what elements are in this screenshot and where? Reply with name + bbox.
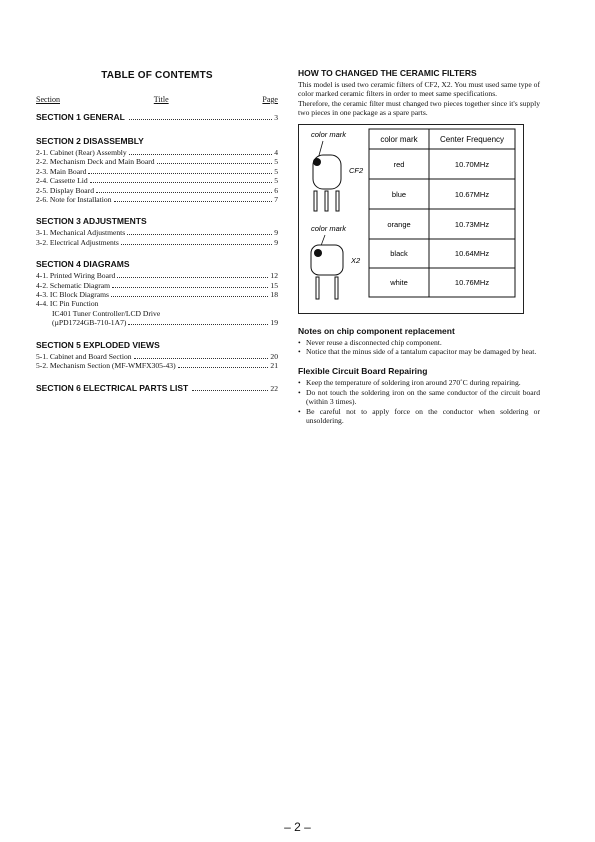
toc-header-page: Page (262, 95, 278, 104)
toc-entry-subline: IC401 Tuner Controller/LCD Drive (52, 308, 161, 318)
dot-leader (111, 296, 268, 297)
toc-entry-page: 9 (274, 228, 278, 238)
toc-entry-page: 19 (270, 318, 278, 328)
toc-entry[interactable] (36, 195, 278, 204)
toc-entry-text: (µPD1724GB-710-1A7) (52, 318, 127, 328)
dot-leader (129, 119, 272, 120)
table-cell-color: black (390, 248, 408, 258)
dot-leader (134, 358, 269, 359)
toc-entry-text: 4-1. Printed Wiring Board (36, 271, 116, 281)
table-cell-color: blue (391, 189, 407, 199)
toc-section-4-entries (36, 271, 278, 327)
dot-leader (127, 234, 272, 235)
dot-leader (90, 182, 273, 183)
ceramic-filter-figure (298, 124, 524, 314)
table-cell-color: orange (387, 219, 411, 229)
toc-entry-page: 9 (274, 237, 278, 247)
toc-entry-text: 5-2. Mechanism Section (MF-WMFX305-43) (36, 361, 176, 371)
toc-entry-page: 5 (274, 176, 278, 186)
dot-leader (192, 390, 268, 391)
toc-entry-page: 6 (274, 185, 278, 195)
toc-entry[interactable] (36, 352, 278, 361)
bullet-icon: • (298, 387, 301, 397)
toc-entry-page: 5 (274, 157, 278, 167)
dot-leader (112, 287, 268, 288)
bullet-icon: • (298, 347, 301, 357)
chip-component-heading: Notes on chip component replacement (298, 325, 455, 336)
toc-section-2-label: SECTION 2 DISASSEMBLY (36, 136, 144, 146)
ceramic-filter-heading: HOW TO CHANGED THE CERAMIC FILTERS (298, 68, 477, 78)
toc-section-6-page: 22 (270, 383, 278, 393)
list-item-text: Do not touch the soldering iron on the same conductor of the circuit board (within 3 times). (306, 387, 540, 407)
toc-section-5-entries (36, 352, 278, 371)
toc-entry-page: 21 (270, 361, 278, 371)
toc-entry-text: 2-6. Note for Installation (36, 195, 112, 205)
dot-leader (114, 201, 273, 202)
list-item-text: Notice that the minus side of a tantalum capacitor may be damaged by heat. (306, 347, 537, 357)
toc-header-section: Section (36, 95, 60, 104)
toc-entry-text: 2-1. Cabinet (Rear) Assembly (36, 148, 127, 157)
toc-column-headers (36, 95, 278, 104)
table-cell-frequency: 10.64MHz (454, 248, 490, 258)
toc-header-title: Title (153, 95, 169, 104)
toc-entry-text: 2-5. Display Board (36, 185, 94, 195)
toc-entry[interactable] (36, 186, 278, 195)
ceramic-filter-paragraph-1: This model is used two ceramic filters of CF2, X2. You must used same type of color marked ceramic filters in order to meet same specifications. (298, 80, 540, 99)
list-item (298, 347, 540, 356)
toc-section-6-label: SECTION 6 ELECTRICAL PARTS LIST (36, 382, 189, 393)
toc-section-1-page: 3 (274, 113, 278, 122)
list-item (298, 338, 540, 347)
toc-title: TABLE OF CONTEMTS (101, 70, 213, 81)
toc-entry-text: 2-3. Main Board (36, 166, 87, 176)
dot-leader (128, 324, 268, 325)
list-item-text: Be careful not to apply force on the conductor when soldering or unsoldering. (306, 406, 540, 426)
list-item (298, 378, 540, 387)
x2-color-mark-dot (314, 249, 322, 257)
toc-entry[interactable] (36, 238, 278, 247)
toc-entry[interactable] (36, 318, 278, 327)
toc-section-4-label: SECTION 4 DIAGRAMS (36, 259, 130, 270)
cf2-label: CF2 (349, 165, 364, 175)
toc-section-6[interactable] (36, 383, 278, 393)
toc-entry-page: 18 (270, 290, 278, 300)
toc-entry[interactable] (36, 228, 278, 237)
table-cell-frequency: 10.70MHz (454, 159, 490, 169)
table-header-center-frequency: Center Frequency (439, 134, 505, 144)
toc-entry-page: 20 (270, 351, 278, 361)
right-column (298, 68, 540, 425)
cf2-lead (336, 191, 339, 211)
toc-entry-text: 2-4. Cassette Lid (36, 176, 88, 186)
toc-entry-text: 4-2. Schematic Diagram (36, 280, 111, 290)
toc-entry[interactable] (36, 271, 278, 280)
table-cell-color: white (390, 277, 408, 287)
bullet-icon: • (298, 378, 301, 388)
toc-section-2-entries (36, 148, 278, 204)
table-cell-color: red (393, 159, 405, 169)
x2-lead (335, 277, 338, 299)
list-item (298, 407, 540, 426)
x2-filter-body (311, 245, 343, 275)
x2-lead (316, 277, 319, 299)
flexible-board-heading: Flexible Circuit Board Repairing (298, 366, 428, 377)
toc-section-3-label: SECTION 3 ADJUSTMENTS (36, 216, 147, 227)
page-number: – 2 – (284, 820, 311, 834)
toc-entry[interactable] (36, 361, 278, 370)
toc-entry-page: 5 (274, 166, 278, 176)
table-cell-frequency: 10.67MHz (454, 189, 490, 199)
toc-entry-page: 4 (274, 148, 278, 157)
cf2-lead (314, 191, 317, 211)
bullet-icon: • (298, 337, 301, 347)
toc-entry[interactable] (36, 148, 278, 157)
table-cell-frequency: 10.73MHz (454, 219, 490, 229)
toc-entry-text: 4-3. IC Block Diagrams (36, 290, 109, 300)
toc-section-3-entries (36, 228, 278, 247)
dot-leader (157, 163, 273, 164)
color-mark-label-1: color mark (311, 129, 347, 139)
toc-entry-text: 3-2. Electrical Adjustments (36, 237, 119, 247)
cf2-lead (325, 191, 328, 211)
toc-entry-text: 2-2. Mechanism Deck and Main Board (36, 157, 155, 167)
list-item-text: Keep the temperature of soldering iron around 270˚C during repairing. (306, 378, 521, 388)
toc-entry[interactable] (36, 157, 278, 166)
toc-entry[interactable] (36, 281, 278, 290)
flexible-board-notes (298, 378, 540, 425)
dot-leader (88, 173, 272, 174)
toc-entry-text: 4-4. IC Pin Function (36, 299, 99, 309)
chip-component-notes (298, 338, 540, 357)
toc-entry-page: 15 (270, 280, 278, 290)
toc-entry[interactable] (36, 290, 278, 299)
list-item-text: Never reuse a disconnected chip component. (306, 337, 442, 347)
toc-entry-page: 7 (274, 195, 278, 205)
table-border (369, 129, 515, 297)
dot-leader (117, 277, 268, 278)
ceramic-filter-diagram (299, 125, 523, 313)
toc-entry-page: 12 (270, 271, 278, 281)
cf2-color-mark-dot (313, 158, 321, 166)
ceramic-filter-paragraph-2: Therefore, the ceramic filter must changed two pieces together since it's supply two pieces in one package as a spare parts. (298, 98, 540, 118)
table-header-color-mark: color mark (380, 134, 418, 144)
table-of-contents (36, 68, 278, 393)
toc-entry[interactable] (36, 176, 278, 185)
toc-entry-text: 3-1. Mechanical Adjustments (36, 228, 126, 238)
dot-leader (129, 154, 273, 155)
toc-entry (36, 299, 278, 308)
dot-leader (121, 244, 272, 245)
bullet-icon: • (298, 406, 301, 416)
toc-entry-text: 5-1. Cabinet and Board Section (36, 351, 132, 361)
toc-section-5-label: SECTION 5 EXPLODED VIEWS (36, 339, 160, 350)
table-cell-frequency: 10.76MHz (454, 277, 490, 287)
toc-entry[interactable] (36, 167, 278, 176)
toc-section-1-label: SECTION 1 GENERAL (36, 112, 125, 122)
toc-section-1[interactable] (36, 112, 278, 122)
color-mark-label-2: color mark (311, 223, 347, 233)
x2-label: X2 (351, 255, 361, 265)
color-frequency-table (369, 129, 515, 297)
list-item (298, 388, 540, 407)
dot-leader (96, 192, 272, 193)
dot-leader (178, 367, 269, 368)
